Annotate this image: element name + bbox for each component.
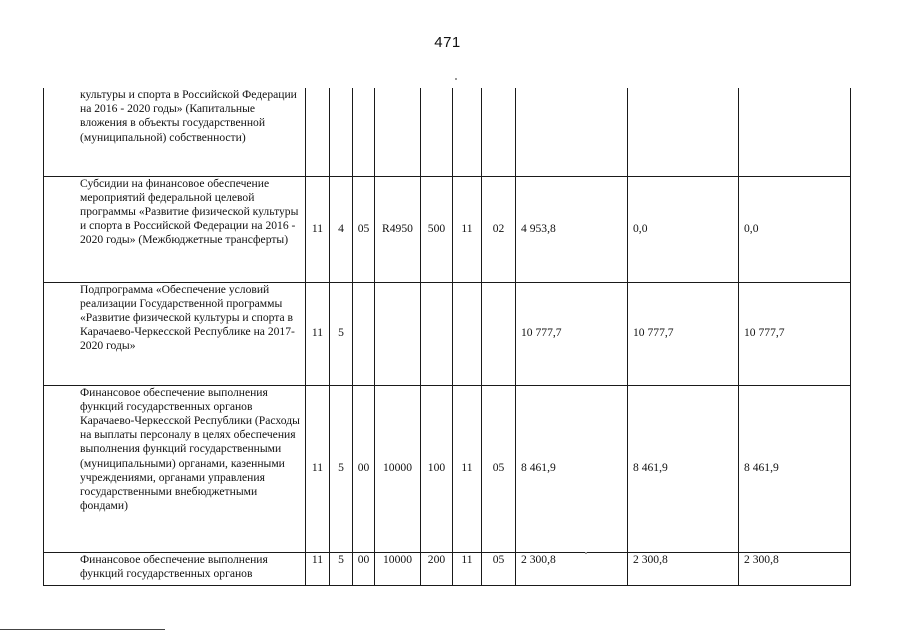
code-expense-type: 200	[421, 552, 453, 585]
code-subprogram: 5	[330, 385, 353, 552]
amount-col-2	[628, 88, 739, 176]
row-description: Финансовое обеспечение выполнения функций государственных органов Карачаево-Черкесской Республики (Расходы на выплаты персоналу в целях обеспечения выполнения функций государственными (муниципальными) органами, казенными учреждениями, органами управления государственными внебюджетными фондами)	[44, 385, 306, 552]
code-expense-type	[421, 88, 453, 176]
row-description: Субсидии на финансовое обеспечение мероприятий федеральной целевой программы «Развитие физической культуры и спорта в Российской Федерации на 2016 - 2020 годы» (Межбюджетные трансферты)	[44, 176, 306, 282]
amount-col-2: 10 777,7	[628, 282, 739, 385]
table-row	[44, 88, 851, 176]
amount-col-2: 0,0	[628, 176, 739, 282]
code-subprogram: 5	[330, 282, 353, 385]
amount-col-1: 2 300,8	[516, 552, 628, 585]
code-event	[353, 88, 375, 176]
table-row	[44, 552, 851, 585]
amount-col-1: 10 777,7	[516, 282, 628, 385]
row-description: Подпрограмма «Обеспечение условий реализации Государственной программы «Развитие физической культуры и спорта в Карачаево-Черкесской Республике на 2017-2020 годы»	[44, 282, 306, 385]
code-section: 11	[453, 552, 482, 585]
code-program: 11	[306, 552, 330, 585]
code-section	[453, 88, 482, 176]
code-section: 11	[453, 176, 482, 282]
code-direction: R4950	[375, 176, 421, 282]
code-direction: 10000	[375, 385, 421, 552]
code-subsection	[482, 282, 516, 385]
code-event: 00	[353, 385, 375, 552]
code-subprogram: 4	[330, 176, 353, 282]
code-expense-type: 100	[421, 385, 453, 552]
code-subsection	[482, 88, 516, 176]
code-section	[453, 282, 482, 385]
code-subsection: 05	[482, 552, 516, 585]
amount-col-1	[516, 88, 628, 176]
amount-col-2: 2 300,8	[628, 552, 739, 585]
table-row	[44, 385, 851, 552]
amount-col-1: 4 953,8	[516, 176, 628, 282]
code-program: 11	[306, 282, 330, 385]
code-subsection: 02	[482, 176, 516, 282]
code-subsection: 05	[482, 385, 516, 552]
code-program	[306, 88, 330, 176]
code-event: 00	[353, 552, 375, 585]
amount-col-3: 8 461,9	[739, 385, 851, 552]
footnote-separator	[0, 629, 165, 630]
code-subprogram	[330, 88, 353, 176]
code-expense-type: 500	[421, 176, 453, 282]
budget-table	[43, 88, 851, 586]
code-program: 11	[306, 385, 330, 552]
row-description: культуры и спорта в Российской Федерации на 2016 - 2020 годы» (Капитальные вложения в объекты государственной (муниципальной) собственности)	[44, 88, 306, 176]
page-number: 471	[434, 34, 461, 51]
table-row	[44, 176, 851, 282]
code-subprogram: 5	[330, 552, 353, 585]
amount-col-3: 10 777,7	[739, 282, 851, 385]
amount-col-3: 2 300,8	[739, 552, 851, 585]
code-event: 05	[353, 176, 375, 282]
code-event	[353, 282, 375, 385]
amount-col-3	[739, 88, 851, 176]
scan-speck	[455, 78, 457, 80]
code-program: 11	[306, 176, 330, 282]
code-direction: 10000	[375, 552, 421, 585]
code-section: 11	[453, 385, 482, 552]
code-expense-type	[421, 282, 453, 385]
code-direction	[375, 282, 421, 385]
amount-col-3: 0,0	[739, 176, 851, 282]
amount-col-2: 8 461,9	[628, 385, 739, 552]
table-row	[44, 282, 851, 385]
scan-speck	[585, 552, 587, 554]
amount-col-1: 8 461,9	[516, 385, 628, 552]
code-direction	[375, 88, 421, 176]
row-description: Финансовое обеспечение выполнения функций государственных органов	[44, 552, 306, 585]
